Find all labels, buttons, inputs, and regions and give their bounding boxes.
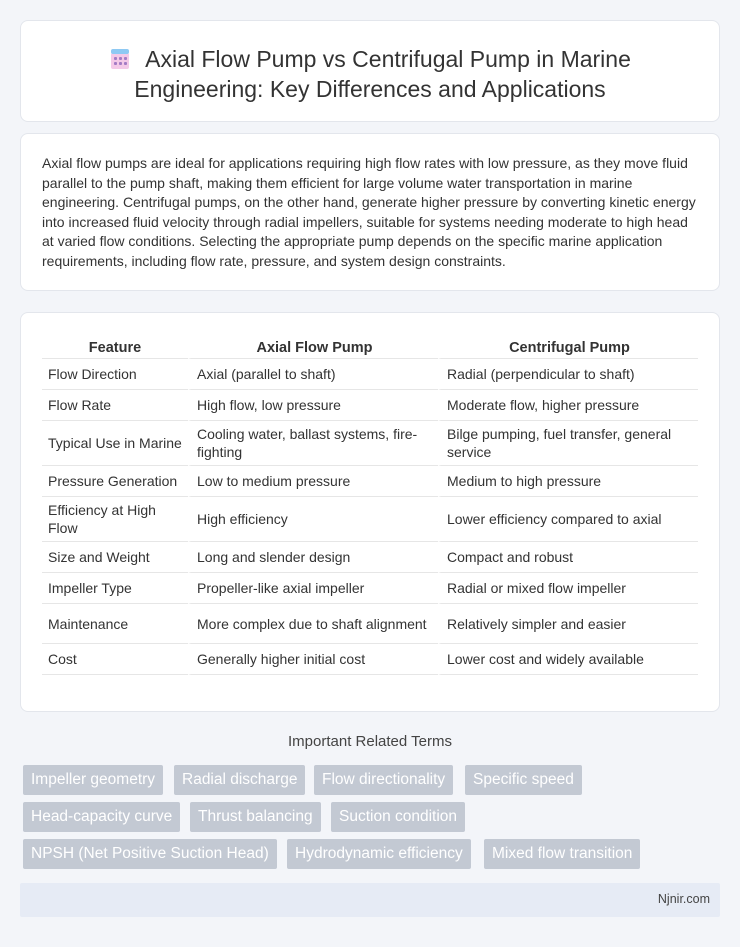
cell-centrifugal: Medium to high pressure bbox=[438, 466, 698, 497]
cell-axial: Generally higher initial cost bbox=[188, 644, 438, 675]
header-feature: Feature bbox=[42, 333, 188, 359]
comparison-card bbox=[20, 312, 720, 712]
cell-centrifugal: Lower efficiency compared to axial bbox=[438, 497, 698, 542]
cell-axial: Long and slender design bbox=[188, 542, 438, 573]
cell-axial: Low to medium pressure bbox=[188, 466, 438, 497]
table-row bbox=[42, 542, 698, 573]
cell-axial: Axial (parallel to shaft) bbox=[188, 359, 438, 390]
cell-centrifugal: Lower cost and widely available bbox=[438, 644, 698, 675]
cell-centrifugal: Radial (perpendicular to shaft) bbox=[438, 359, 698, 390]
table-row bbox=[42, 466, 698, 497]
title-card bbox=[20, 20, 720, 122]
related-term-tag[interactable]: Thrust balancing bbox=[190, 802, 321, 832]
related-term-tag[interactable]: NPSH (Net Positive Suction Head) bbox=[23, 839, 277, 869]
related-term-tag[interactable]: Radial discharge bbox=[174, 765, 305, 795]
cell-axial: High flow, low pressure bbox=[188, 390, 438, 421]
footer-site-link[interactable]: Njnir.com bbox=[657, 892, 710, 906]
page-title bbox=[21, 44, 719, 104]
cell-centrifugal: Moderate flow, higher pressure bbox=[438, 390, 698, 421]
related-terms-title: Important Related Terms bbox=[288, 733, 452, 750]
related-term-tag[interactable]: Impeller geometry bbox=[23, 765, 163, 795]
cell-feature: Cost bbox=[42, 644, 188, 675]
cell-axial: Cooling water, ballast systems, fire-fighting bbox=[188, 421, 438, 466]
cell-axial: High efficiency bbox=[188, 497, 438, 542]
related-term-tag[interactable]: Flow directionality bbox=[314, 765, 453, 795]
table-row bbox=[42, 604, 698, 644]
related-term-tag[interactable]: Suction condition bbox=[331, 802, 465, 832]
document-icon bbox=[109, 48, 131, 70]
title-line-2: Engineering: Key Differences and Applications bbox=[134, 76, 606, 102]
cell-axial: More complex due to shaft alignment bbox=[188, 604, 438, 644]
cell-feature: Maintenance bbox=[42, 604, 188, 644]
cell-centrifugal: Relatively simpler and easier bbox=[438, 604, 698, 644]
cell-centrifugal: Radial or mixed flow impeller bbox=[438, 573, 698, 604]
related-term-tag[interactable]: Head-capacity curve bbox=[23, 802, 180, 832]
cell-feature: Typical Use in Marine bbox=[42, 421, 188, 466]
table-row bbox=[42, 421, 698, 466]
table-row bbox=[42, 390, 698, 421]
table-row bbox=[42, 497, 698, 542]
footer bbox=[20, 883, 720, 917]
cell-centrifugal: Bilge pumping, fuel transfer, general service bbox=[438, 421, 698, 466]
cell-feature: Flow Direction bbox=[42, 359, 188, 390]
related-term-tag[interactable]: Mixed flow transition bbox=[484, 839, 640, 869]
cell-axial: Propeller-like axial impeller bbox=[188, 573, 438, 604]
cell-feature: Pressure Generation bbox=[42, 466, 188, 497]
comparison-table bbox=[42, 333, 698, 675]
cell-centrifugal: Compact and robust bbox=[438, 542, 698, 573]
title-line-1: Axial Flow Pump vs Centrifugal Pump in Marine bbox=[145, 46, 631, 72]
cell-feature: Flow Rate bbox=[42, 390, 188, 421]
table-row bbox=[42, 644, 698, 675]
cell-feature: Size and Weight bbox=[42, 542, 188, 573]
intro-paragraph: Axial flow pumps are ideal for applications requiring high flow rates with low pressure, as they move fluid parallel to the pump shaft, making them efficient for large volume water transportation in marine engineering. Centrifugal pumps, on the other hand, generate higher pressure by converting kinetic energy into increased fluid velocity through radial impellers, suitable for systems needing moderate to high head at varied flow conditions. Selecting the appropriate pump depends on the specific marine application requirements, including flow rate, pressure, and system design constraints. bbox=[42, 155, 696, 269]
cell-feature: Efficiency at High Flow bbox=[42, 497, 188, 542]
intro-card bbox=[20, 133, 720, 291]
related-term-tag[interactable]: Hydrodynamic efficiency bbox=[287, 839, 471, 869]
header-centrifugal: Centrifugal Pump bbox=[438, 333, 698, 359]
table-row bbox=[42, 573, 698, 604]
header-axial: Axial Flow Pump bbox=[188, 333, 438, 359]
cell-feature: Impeller Type bbox=[42, 573, 188, 604]
table-header-row bbox=[42, 333, 698, 359]
related-term-tag[interactable]: Specific speed bbox=[465, 765, 582, 795]
table-row bbox=[42, 359, 698, 390]
